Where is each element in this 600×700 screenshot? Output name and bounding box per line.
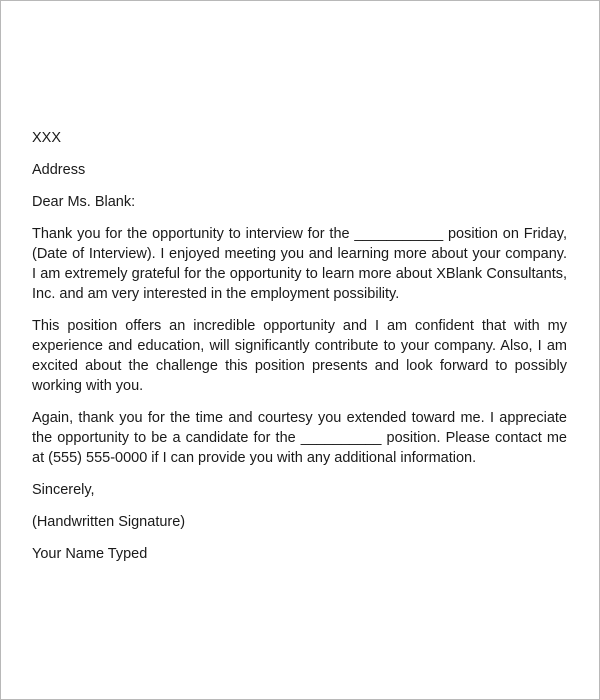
- paragraph-position: This position offers an incredible opportunity and I am confident that with my experience and education, will significantly contribute to your company. Also, I am excited about the challenge this position presents and look forward to possibly working with you.: [32, 318, 567, 394]
- closing: Sincerely,: [32, 482, 95, 498]
- recipient-address: Address: [32, 162, 86, 178]
- paragraph-thanks: Thank you for the opportunity to interview for the ___________ position on Friday, (Date of Interview). I enjoyed meeting you and learning more about your company. I am extremely grateful for the opportunity to learn more about XBlank Consultants, Inc. and am very interested in the employment possibility.: [32, 226, 567, 302]
- signature-placeholder: (Handwritten Signature): [32, 514, 186, 530]
- typed-name: Your Name Typed: [32, 546, 148, 562]
- recipient-name: XXX: [32, 130, 62, 146]
- salutation: Dear Ms. Blank:: [32, 194, 136, 210]
- paragraph-contact: Again, thank you for the time and courtesy you extended toward me. I appreciate the opportunity to be a candidate for the __________ position. Please contact me at (555) 555-0000 if I can provide you with any additional information.: [32, 410, 567, 466]
- letter-body: [32, 128, 567, 576]
